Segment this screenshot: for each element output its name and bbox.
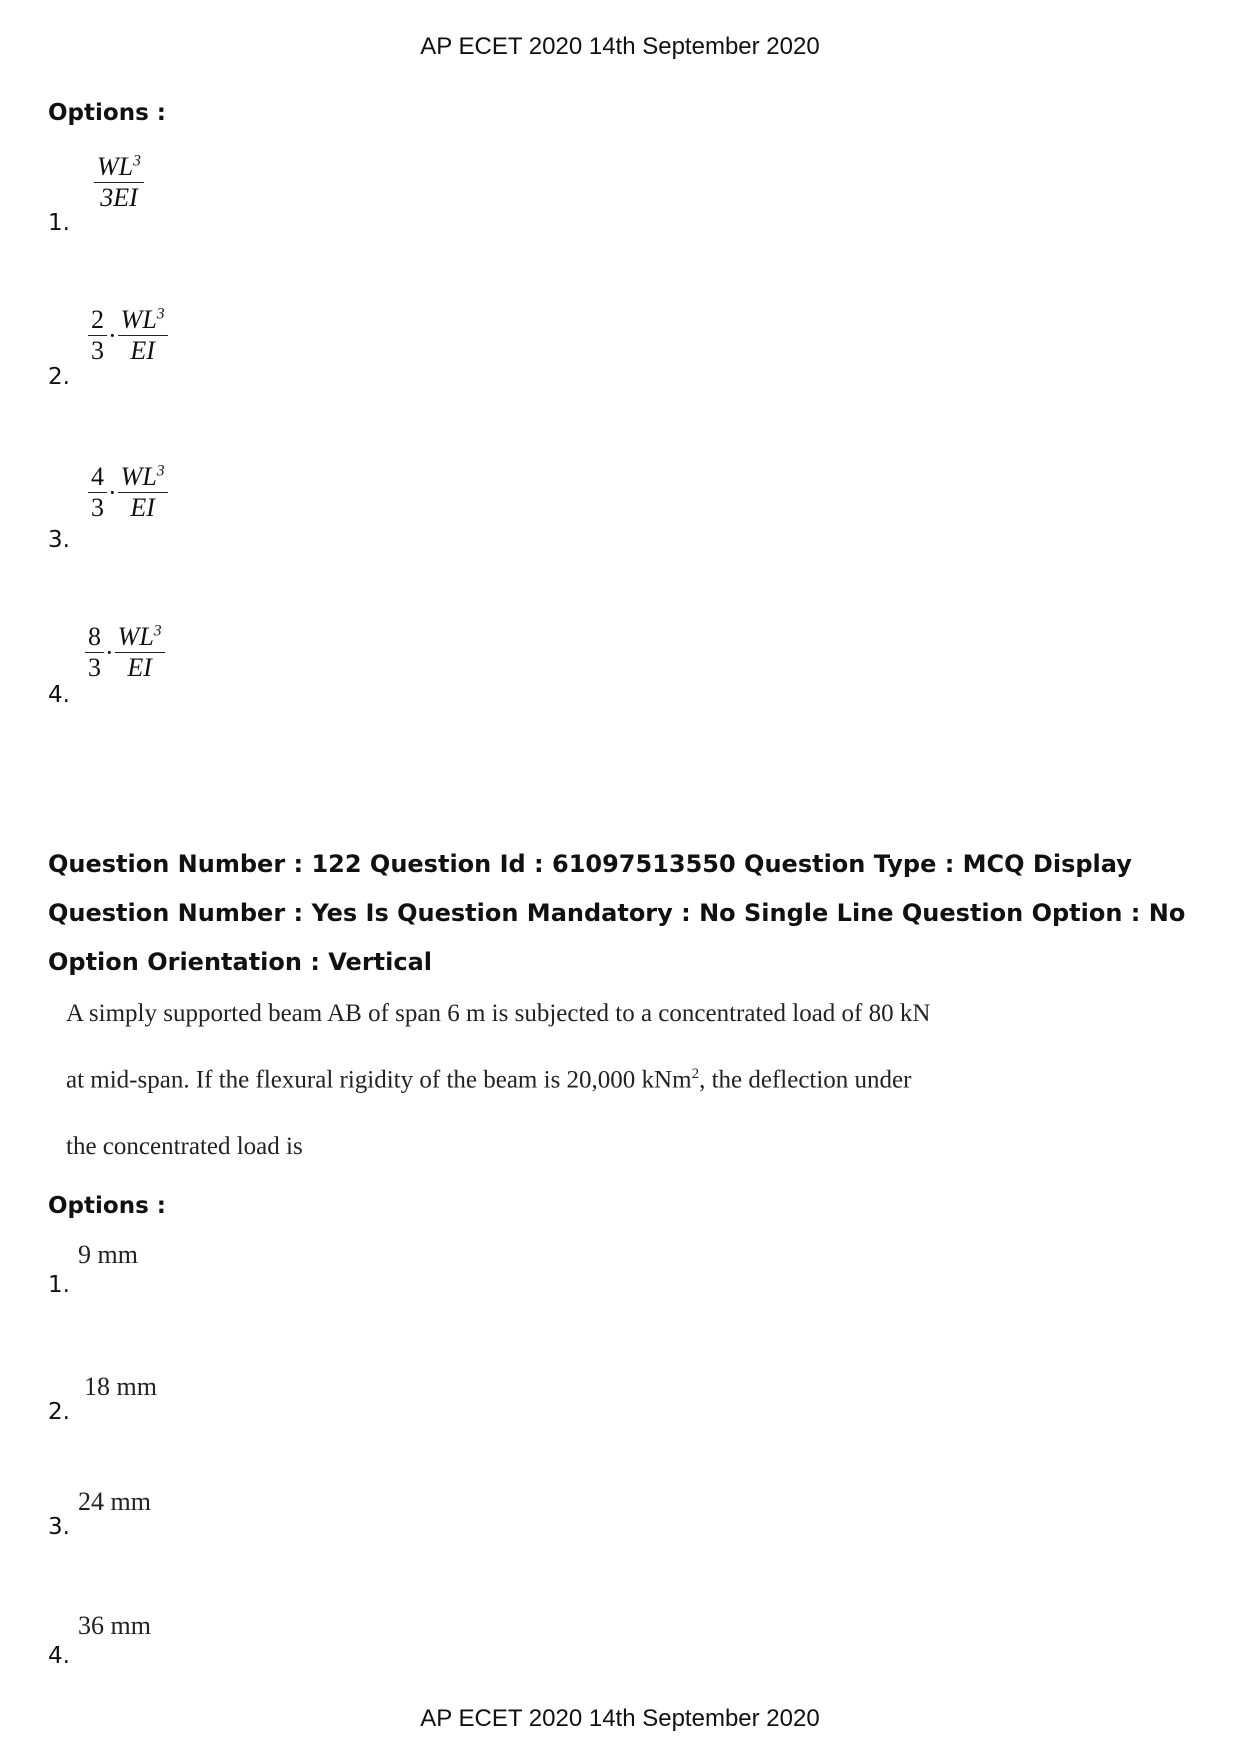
question-text-line: the concentrated load is xyxy=(66,1133,303,1160)
coefficient-numerator: 2 xyxy=(91,305,104,334)
formula-exponent: 3 xyxy=(133,152,141,170)
question-text-segment: at mid-span. If the flexural rigidity of the beam is 20,000 kNm xyxy=(66,1066,692,1094)
superscript: 2 xyxy=(691,1066,700,1082)
option-number: 4. xyxy=(48,682,70,708)
formula-numerator: WL xyxy=(117,622,154,651)
coefficient-denominator: 3 xyxy=(91,493,104,523)
option-number: 4. xyxy=(48,1643,70,1669)
formula-denominator: 3EI xyxy=(100,183,138,213)
option-value: 36 mm xyxy=(78,1611,151,1640)
question-text-line: A simply supported beam AB of span 6 m is subjected to a concentrated load of 80 kN xyxy=(66,1000,931,1027)
page-footer: AP ECET 2020 14th September 2020 xyxy=(420,1705,820,1732)
option-formula xyxy=(94,152,144,213)
formula-exponent: 3 xyxy=(156,305,165,323)
question-meta: Question Number : 122 Question Id : 61097513550 Question Type : MCQ Display Question Number : Yes Is Question Mandatory : No Single Line Question Option : No Option Orientation : Vertical xyxy=(48,850,1186,976)
option-value: 18 mm xyxy=(84,1372,157,1401)
formula-numerator: WL xyxy=(97,152,134,181)
option-number: 2. xyxy=(48,364,70,390)
formula-exponent: 3 xyxy=(156,462,165,480)
formula-numerator: WL xyxy=(120,462,157,491)
page-header: AP ECET 2020 14th September 2020 xyxy=(420,33,820,60)
option-formula: $\frac{8}{3}$ · $\frac{WL^3}{EI}$ xyxy=(85,622,165,683)
option-number: 2. xyxy=(48,1399,70,1425)
formula-numerator: WL xyxy=(120,305,157,334)
coefficient-denominator: 3 xyxy=(88,653,101,683)
option-formula: $\frac{4}{3}$ · $\frac{WL^3}{EI}$ xyxy=(88,462,168,523)
question-text-segment: , the deflection under xyxy=(699,1066,912,1094)
formula-denominator: EI xyxy=(127,653,152,683)
option-formula: $\frac{2}{3}$ · $\frac{WL^3}{EI}$ xyxy=(88,305,168,366)
question-text-line xyxy=(66,1066,911,1094)
options-heading: Options : xyxy=(48,1193,166,1219)
option-number: 3. xyxy=(48,527,70,553)
formula-denominator: EI xyxy=(130,493,155,523)
option-value: 24 mm xyxy=(78,1487,151,1516)
formula-denominator: EI xyxy=(130,336,155,366)
options-heading: Options : xyxy=(48,100,166,126)
coefficient-denominator: 3 xyxy=(91,336,104,366)
option-number: 1. xyxy=(48,210,70,236)
formula-exponent: 3 xyxy=(153,622,162,640)
coefficient-numerator: 4 xyxy=(91,462,104,491)
option-number: 3. xyxy=(48,1514,70,1540)
option-value: 9 mm xyxy=(78,1240,138,1269)
coefficient-numerator: 8 xyxy=(88,622,101,651)
option-number: 1. xyxy=(48,1272,70,1298)
